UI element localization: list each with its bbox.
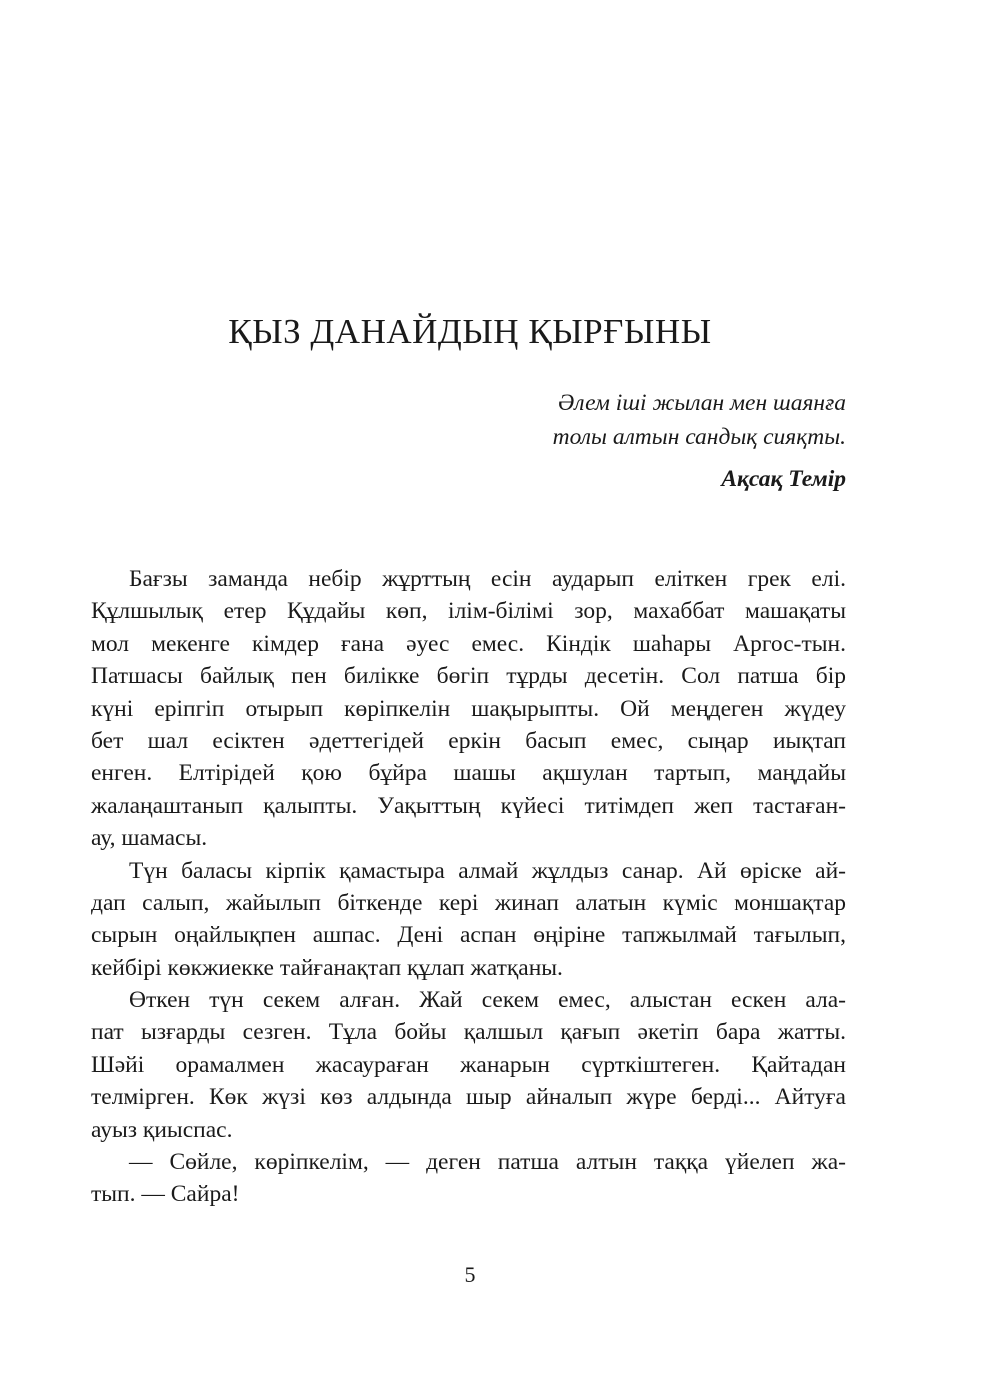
- paragraph-line: бет шал есіктен әдеттегідей еркін басып емес, сыңар иықтап: [91, 727, 846, 754]
- paragraph-line: Бағзы заманда небір жұрттың есін аударып еліткен грек елі.: [129, 566, 846, 592]
- paragraph-line: жалаңаштанып қалыпты. Уақыттың күйесі титімдеп жеп тастаған-: [91, 792, 846, 819]
- epigraph-author: Ақсақ Темір: [721, 466, 846, 492]
- paragraph-line: кейбірі көкжиекке тайғанақтап құлап жатқаны.: [91, 954, 563, 981]
- chapter-title: ҚЫЗ ДАНАЙДЫҢ ҚЫРҒЫНЫ: [228, 312, 712, 351]
- paragraph-line: тып. — Сайра!: [91, 1181, 240, 1208]
- paragraph-line: мол мекенге кімдер ғана әуес емес. Кіндік шаһары Аргос-тын.: [91, 630, 846, 657]
- epigraph: [400, 386, 846, 454]
- epigraph-line: Әлем іші жылан мен шаянға: [557, 390, 846, 416]
- paragraph-line: күні еріпгіп отырып көріпкелін шақырыпты. Ой меңдеген жүдеу: [91, 695, 846, 722]
- epigraph-line: толы алтын сандық сияқты.: [552, 424, 846, 450]
- paragraph-line: Түн баласы кірпік қамастыра алмай жұлдыз санар. Ай өріске ай-: [129, 857, 846, 884]
- paragraph-line: Шәйі орамалмен жасаураған жанарын сүрткіштеген. Қайтадан: [91, 1051, 846, 1078]
- paragraph-line: енген. Елтірідей қою бұйра шашы ақшулан тартып, маңдайы: [91, 760, 846, 787]
- paragraph-line: дап салып, жайылып біткенде кері жинап алатын күміс моншақтар: [91, 889, 846, 916]
- paragraph-line: Құлшылық етер Құдайы көп, ілім-білімі зор, махаббат машақаты: [91, 598, 846, 625]
- paragraph-line: — Сөйле, көріпкелім, — деген патша алтын таққа үйелеп жа-: [129, 1149, 846, 1176]
- page-number: 5: [464, 1262, 476, 1287]
- body-text: [91, 563, 846, 1211]
- paragraph-line: телмірген. Көк жүзі көз алдында шыр айналып жүре берді... Айтуға: [91, 1084, 846, 1111]
- paragraph-line: Патшасы байлық пен билікке бөгіп тұрды десетін. Сол патша бір: [91, 663, 846, 690]
- paragraph-line: ауыз қиыспас.: [91, 1116, 233, 1143]
- paragraph-line: ау, шамасы.: [91, 825, 208, 852]
- paragraph-line: сырын оңайлықпен ашпас. Дені аспан өңіріне тапжылмай тағылып,: [91, 922, 846, 949]
- paragraph-line: пат ызғарды сезген. Тұла бойы қалшыл қағып әкетіп бара жатты.: [91, 1019, 846, 1046]
- paragraph-line: Өткен түн секем алған. Жай секем емес, алыстан ескен ала-: [129, 987, 846, 1014]
